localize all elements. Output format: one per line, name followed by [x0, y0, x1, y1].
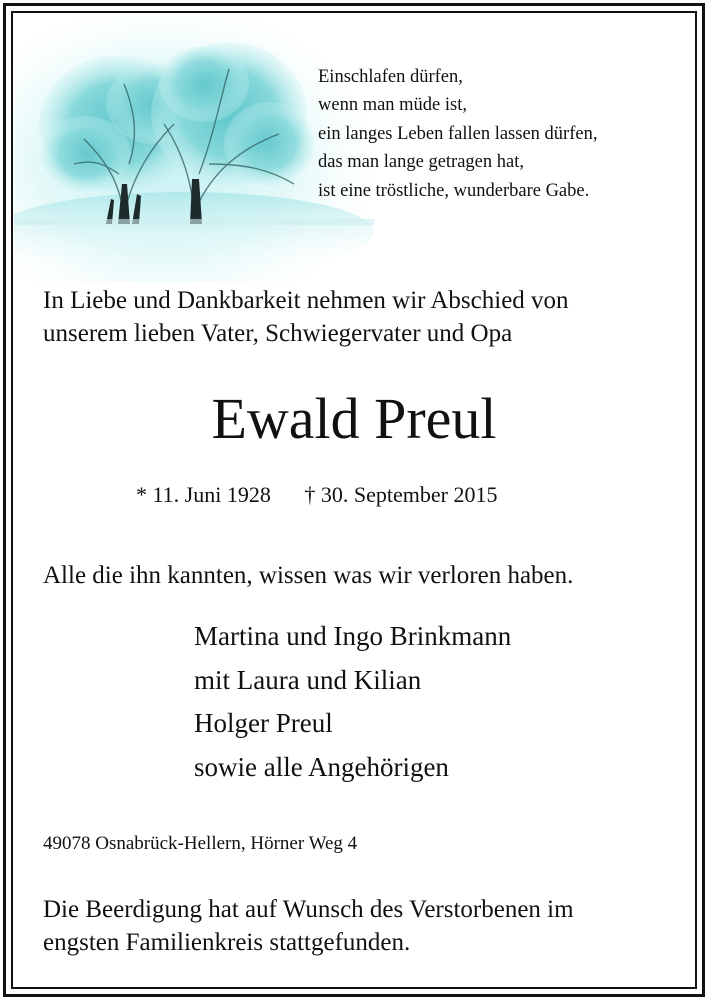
funeral-line: engsten Familienkreis stattgefunden. — [43, 929, 411, 956]
intro-line: unserem lieben Vater, Schwiegervater und Opa — [43, 320, 513, 347]
life-dates — [136, 480, 497, 510]
birth-date: * 11. Juni 1928 — [136, 482, 271, 507]
family-line: sowie alle Angehörigen — [194, 751, 449, 782]
motto-line: Alle die ihn kannten, wissen was wir verloren haben. — [43, 562, 574, 589]
poem-line: ein langes Leben fallen lassen dürfen, — [318, 123, 598, 144]
family-line: Holger Preul — [194, 708, 333, 738]
poem-line: das man lange getragen hat, — [318, 152, 524, 173]
farewell-intro — [43, 284, 569, 350]
address: 49078 Osnabrück-Hellern, Hörner Weg 4 — [43, 833, 358, 854]
death-date: † 30. September 2015 — [304, 482, 498, 507]
poem-line: wenn man müde ist, — [318, 95, 468, 116]
family-line: mit Laura und Kilian — [194, 664, 422, 695]
funeral-notice — [43, 893, 574, 959]
poem — [318, 63, 597, 205]
deceased-name: Ewald Preul — [211, 386, 497, 451]
intro-line: In Liebe und Dankbarkeit nehmen wir Abschied von — [43, 287, 569, 314]
poem-line: ist eine tröstliche, wunderbare Gabe. — [318, 180, 590, 201]
poem-line: Einschlafen dürfen, — [318, 67, 463, 87]
family-signatures — [194, 615, 511, 789]
family-line: Martina und Ingo Brinkmann — [194, 621, 512, 651]
funeral-line: Die Beerdigung hat auf Wunsch des Verstorbenen im — [43, 896, 574, 923]
